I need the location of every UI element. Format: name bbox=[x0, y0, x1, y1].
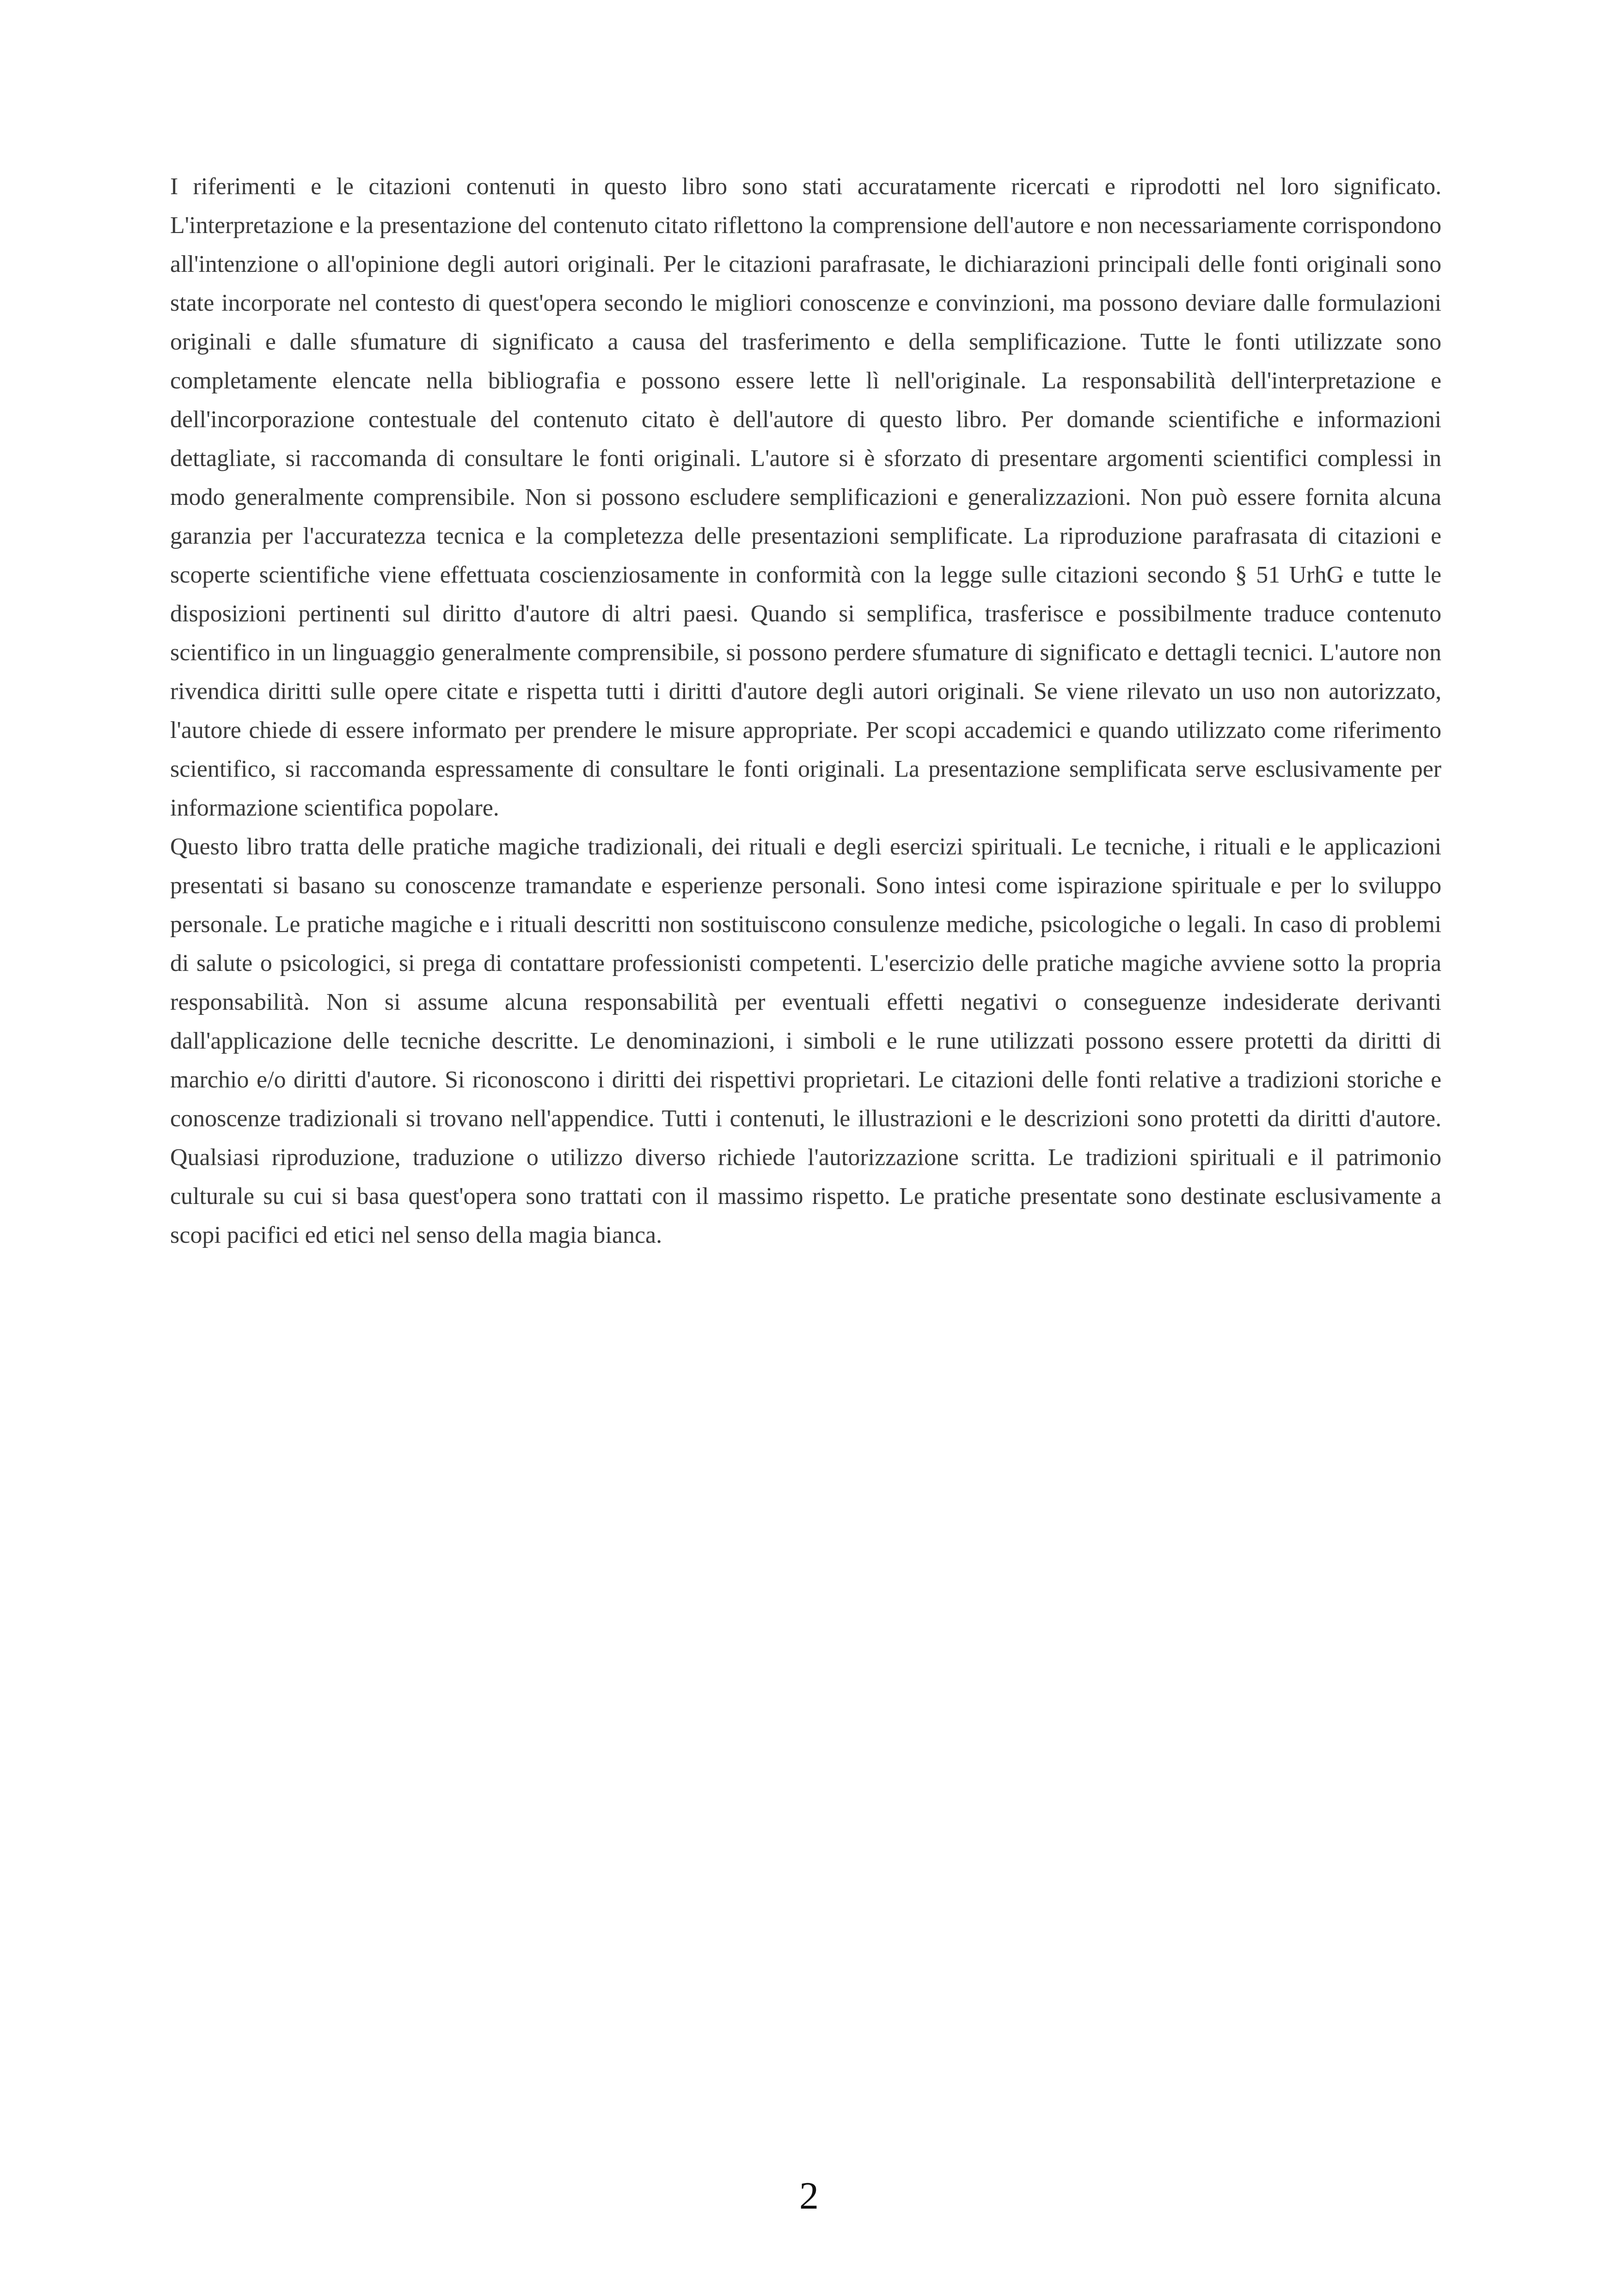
page-number: 2 bbox=[799, 2174, 819, 2217]
disclaimer-magic-practices-paragraph: Questo libro tratta delle pratiche magiche tradizionali, dei rituali e degli esercizi spirituali. Le tecniche, i rituali e le applicazioni presentati si basano su conoscenze tramandate e esperienze personali. Sono intesi come ispirazione spirituale e per lo sviluppo personale. Le pratiche magiche e i rituali descritti non sostituiscono consulenze mediche, psicologiche o legali. In caso di problemi di salute o psicologici, si prega di contattare professionisti competenti. L'esercizio delle pratiche magiche avviene sotto la propria responsabilità. Non si assume alcuna responsabilità per eventuali effetti negativi o conseguenze indesiderate derivanti dall'applicazione delle tecniche descritte. Le denominazioni, i simboli e le rune utilizzati possono essere protetti da diritti di marchio e/o diritti d'autore. Si riconoscono i diritti dei rispettivi proprietari. Le citazioni delle fonti relative a tradizioni storiche e conoscenze tradizionali si trovano nell'appendice. Tutti i contenuti, le illustrazioni e le descrizioni sono protetti da diritti d'autore. Qualsiasi riproduzione, traduzione o utilizzo diverso richiede l'autorizzazione scritta. Le tradizioni spirituali e il patrimonio culturale su cui si basa quest'opera sono trattati con il massimo rispetto. Le pratiche presentate sono destinate esclusivamente a scopi pacifici ed etici nel senso della magia bianca. bbox=[170, 834, 1441, 1248]
body-text bbox=[170, 167, 1441, 1255]
disclaimer-citations-paragraph: I riferimenti e le citazioni contenuti in questo libro sono stati accuratamente ricercati e riprodotti nel loro significato. L'interpretazione e la presentazione del contenuto citato riflettono la comprensione dell'autore e non necessariamente corrispondono all'intenzione o all'opinione degli autori originali. Per le citazioni parafrasate, le dichiarazioni principali delle fonti originali sono state incorporate nel contesto di quest'opera secondo le migliori conoscenze e convinzioni, ma possono deviare dalle formulazioni originali e dalle sfumature di significato a causa del trasferimento e della semplificazione. Tutte le fonti utilizzate sono completamente elencate nella bibliografia e possono essere lette lì nell'originale. La responsabilità dell'interpretazione e dell'incorporazione contestuale del contenuto citato è dell'autore di questo libro. Per domande scientifiche e informazioni dettagliate, si raccomanda di consultare le fonti originali. L'autore si è sforzato di presentare argomenti scientifici complessi in modo generalmente comprensibile. Non si possono escludere semplificazioni e generalizzazioni. Non può essere fornita alcuna garanzia per l'accuratezza tecnica e la completezza delle presentazioni semplificate. La riproduzione parafrasata di citazioni e scoperte scientifiche viene effettuata coscienziosamente in conformità con la legge sulle citazioni secondo § 51 UrhG e tutte le disposizioni pertinenti sul diritto d'autore di altri paesi. Quando si semplifica, trasferisce e possibilmente traduce contenuto scientifico in un linguaggio generalmente comprensibile, si possono perdere sfumature di significato e dettagli tecnici. L'autore non rivendica diritti sulle opere citate e rispetta tutti i diritti d'autore degli autori originali. Se viene rilevato un uso non autorizzato, l'autore chiede di essere informato per prendere le misure appropriate. Per scopi accademici e quando utilizzato come riferimento scientifico, si raccomanda espressamente di consultare le fonti originali. La presentazione semplificata serve esclusivamente per informazione scientifica popolare. bbox=[170, 173, 1441, 821]
